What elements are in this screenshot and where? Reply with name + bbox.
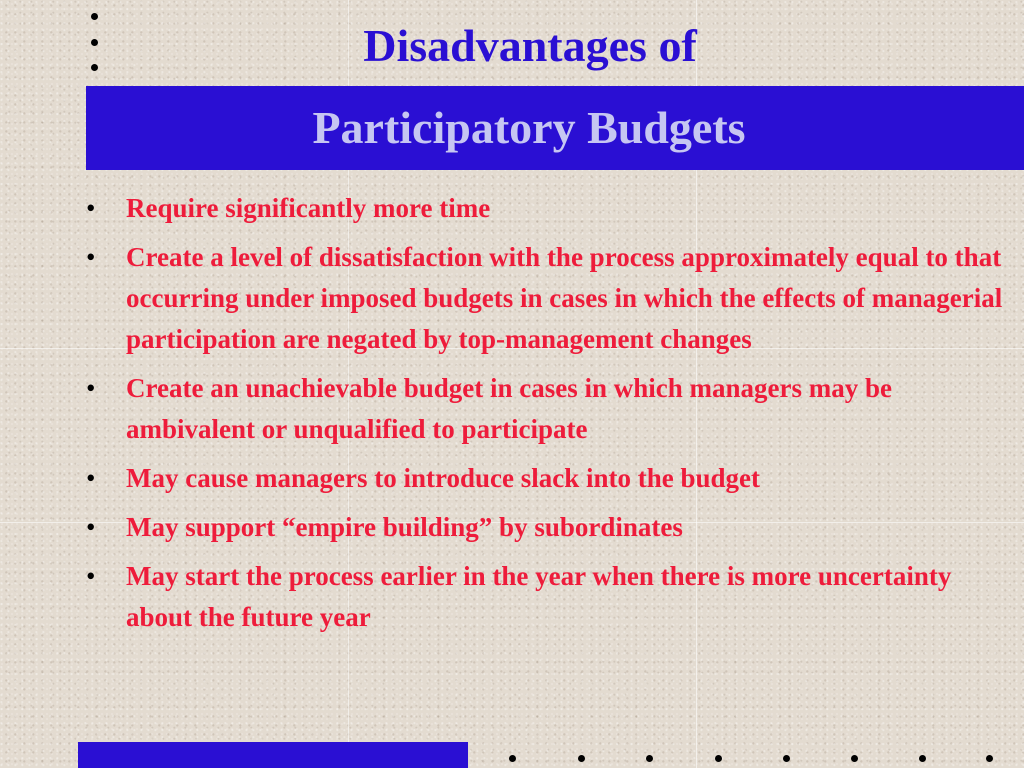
bullet-item (86, 188, 1006, 229)
decor-dot-icon (578, 755, 585, 762)
decor-dot-icon (851, 755, 858, 762)
bullet-icon: • (86, 512, 96, 542)
bullet-text: Create an unachievable budget in cases in which managers may be ambivalent or unqualified to participate (126, 373, 893, 444)
slide-title-line1: Disadvantages of (363, 20, 697, 71)
decor-dot-icon (919, 755, 926, 762)
bullet-item (86, 507, 1006, 548)
bullet-text: Create a level of dissatisfaction with the process approximately equal to that occurring under imposed budgets in cases in which the effects of managerial participation are negated by top-management changes (126, 242, 1003, 354)
decor-dot-icon (715, 755, 722, 762)
bullet-item (86, 368, 1006, 450)
bullet-text: May start the process earlier in the year when there is more uncertainty about the future year (126, 561, 952, 632)
bullet-text: May support “empire building” by subordinates (126, 512, 683, 542)
decor-dot-icon (783, 755, 790, 762)
bullet-item (86, 237, 1006, 360)
bullet-item (86, 556, 1006, 638)
bullet-icon: • (86, 373, 96, 403)
bullet-list (86, 188, 1006, 646)
slide-title-line2: Participatory Budgets (312, 102, 746, 153)
bullet-text: May cause managers to introduce slack into the budget (126, 463, 760, 493)
bullet-icon: • (86, 561, 96, 591)
decor-dot-icon (646, 755, 653, 762)
bullet-icon: • (86, 242, 96, 272)
bottom-bar (78, 742, 468, 768)
bullet-item (86, 458, 1006, 499)
bullet-icon: • (86, 463, 96, 493)
decor-dot-icon (986, 755, 993, 762)
bullet-text: Require significantly more time (126, 193, 491, 223)
bullet-icon: • (86, 193, 96, 223)
decor-dot-icon (509, 755, 516, 762)
